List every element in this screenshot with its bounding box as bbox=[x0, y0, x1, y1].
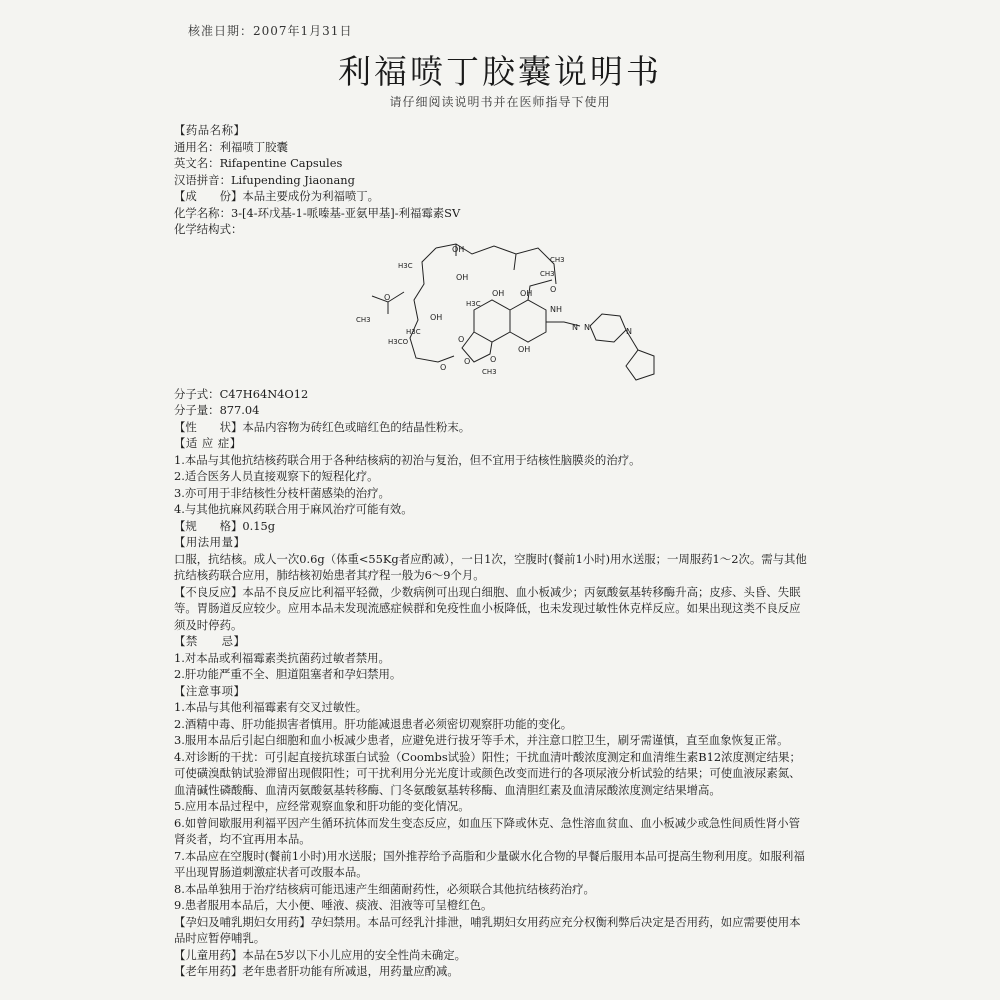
chemical-name: 化学名称：3-[4-环戊基-1-哌嗪基-亚氨甲基]-利福霉素SV bbox=[174, 205, 461, 220]
atom-label: OH bbox=[430, 312, 443, 322]
geriatric-use: 【老年用药】老年患者肝功能有所减退，用药量应酌减。 bbox=[174, 964, 459, 978]
precaution-item: 7.本品应在空腹时(餐前1小时)用水送服；国外推荐给予高脂和少量碳水化合物的早餐后服用本品可提高生物利用度。如服利福平出现胃肠道刺激症状者可改服本品。 bbox=[174, 848, 805, 879]
atom-label: N bbox=[572, 322, 578, 332]
indication-item: 3.亦可用于非结核性分枝杆菌感染的治疗。 bbox=[174, 485, 390, 500]
pregnancy-lactation: 【孕妇及哺乳期妇女用药】孕妇禁用。本品可经乳汁排泄，哺乳期妇女用药应充分权衡利弊后决定是否用药，如应需要使用本品时应暂停哺乳。 bbox=[174, 914, 801, 945]
indications-heading: 【适 应 症】 bbox=[174, 436, 242, 450]
atom-label: O bbox=[464, 356, 471, 366]
english-name: 英文名：Rifapentine Capsules bbox=[174, 156, 343, 170]
contraindication-item: 1.对本品或利福霉素类抗菌药过敏者禁用。 bbox=[174, 650, 390, 665]
precautions-heading: 【注意事项】 bbox=[174, 683, 246, 698]
properties: 【性 状】本品内容物为砖红色或暗红色的结晶性粉末。 bbox=[174, 419, 471, 434]
atom-label: CH3 bbox=[550, 255, 565, 264]
pinyin-name: 汉语拼音：Lifupending Jiaonang bbox=[174, 172, 355, 187]
atom-label: OH bbox=[518, 344, 531, 354]
atom-label: OH bbox=[492, 288, 505, 298]
composition: 【成 份】本品主要成份为利福喷丁。 bbox=[174, 189, 380, 203]
atom-label: O bbox=[490, 354, 497, 364]
specification: 【规 格】0.15g bbox=[174, 518, 275, 533]
indication-item: 2.适合医务人员直接观察下的短程化疗。 bbox=[174, 469, 379, 483]
atom-label: N bbox=[584, 322, 590, 332]
atom-label: O bbox=[384, 292, 391, 302]
adverse-reactions: 【不良反应】本品不良反应比利福平轻微，少数病例可出现白细胞、血小板减少；丙氨酸氨基转移酶升高；皮疹、头昏、失眠等。胃肠道反应较少。应用本品未发现流感症候群和免疫性血小板降低，也未发现过敏性休克样反应。如果出现这类不良反应须及时停药。 bbox=[174, 584, 801, 632]
atom-label: N bbox=[626, 326, 632, 336]
contraindications-heading: 【禁 忌】 bbox=[174, 634, 246, 648]
precaution-item: 3.服用本品后引起白细胞和血小板减少患者，应避免进行拔牙等手术，并注意口腔卫生，刷牙需谨慎，直至血象恢复正常。 bbox=[174, 733, 789, 747]
atom-label: OH bbox=[520, 288, 533, 298]
atom-label: OH bbox=[452, 244, 465, 254]
indication-item: 1.本品与其他抗结核药联合用于各种结核病的初治与复治，但不宜用于结核性脑膜炎的治疗。 bbox=[174, 452, 641, 467]
atom-label: H3C bbox=[398, 261, 413, 270]
atom-label: H3C bbox=[466, 299, 481, 308]
atom-label: OH bbox=[456, 272, 469, 282]
precaution-item: 9.患者服用本品后，大小便、唾液、痰液、泪液等可呈橙红色。 bbox=[174, 898, 493, 912]
document-title: 利福喷丁胶囊说明书 bbox=[338, 52, 662, 91]
dosage-text: 口服，抗结核。成人一次0.6g（体重<55Kg者应酌减），一日1次，空腹时(餐前1小时)用水送服；一周服药1～2次。需与其他抗结核药联合应用，肺结核初始患者其疗程一般为6～9个月。 bbox=[174, 551, 807, 582]
document-subtitle: 请仔细阅读说明书并在医师指导下使用 bbox=[389, 95, 611, 109]
contraindication-item: 2.肝功能严重不全、胆道阻塞者和孕妇禁用。 bbox=[174, 667, 402, 681]
atom-label: CH3 bbox=[482, 367, 497, 376]
atom-label: CH3 bbox=[540, 269, 555, 278]
dosage-heading: 【用法用量】 bbox=[174, 535, 246, 549]
indication-item: 4.与其他抗麻风药联合用于麻风治疗可能有效。 bbox=[174, 502, 413, 516]
drug-name-heading: 【药品名称】 bbox=[174, 123, 246, 137]
atom-label: NH bbox=[550, 304, 562, 314]
precaution-item: 6.如曾间歇服用利福平因产生循环抗体而发生变态反应，如血压下降或休克、急性溶血贫血、血小板减少或急性间质性肾小管肾炎者，均不宜再用本品。 bbox=[174, 815, 800, 846]
atom-label: O bbox=[550, 284, 557, 294]
precaution-item: 1.本品与其他利福霉素有交叉过敏性。 bbox=[174, 700, 368, 714]
pediatric-use: 【儿童用药】本品在5岁以下小儿应用的安全性尚未确定。 bbox=[174, 947, 467, 962]
leaflet-body bbox=[174, 122, 810, 980]
atom-label: H3C bbox=[406, 327, 421, 336]
molecular-weight: 分子量：877.04 bbox=[174, 403, 260, 417]
precaution-item: 5.应用本品过程中，应经常观察血象和肝功能的变化情况。 bbox=[174, 799, 470, 813]
precaution-item: 8.本品单独用于治疗结核病可能迅速产生细菌耐药性，必须联合其他抗结核药治疗。 bbox=[174, 881, 595, 896]
atom-label: O bbox=[458, 334, 465, 344]
structure-label: 化学结构式： bbox=[174, 222, 243, 236]
precaution-item: 2.酒精中毒、肝功能损害者慎用。肝功能减退患者必须密切观察肝功能的变化。 bbox=[174, 716, 573, 731]
approval-date: 核准日期：2007年1月31日 bbox=[188, 24, 353, 38]
atom-label: CH3 bbox=[356, 315, 371, 324]
chemical-structure-diagram bbox=[344, 240, 674, 386]
molecular-formula: 分子式：C47H64N4O12 bbox=[174, 386, 309, 401]
atom-label: O bbox=[440, 362, 447, 372]
atom-label: H3CO bbox=[388, 337, 409, 346]
generic-name: 通用名：利福喷丁胶囊 bbox=[174, 139, 288, 154]
precaution-item: 4.对诊断的干扰：可引起直接抗球蛋白试验（Coombs试验）阳性；干扰血清叶酸浓度测定和血清维生素B12浓度测定结果；可使磺溴酞钠试验滞留出现假阳性；可干扰利用分光光度计或颜色改变而进行的各项尿液分析试验的结果；可使血液尿素氮、血清碱性磷酸酶、血清丙氨酸氨基转移酶、门冬氨酸氨基转移酶、血清胆红素及血清尿酸浓度测定结果增高。 bbox=[174, 749, 801, 797]
